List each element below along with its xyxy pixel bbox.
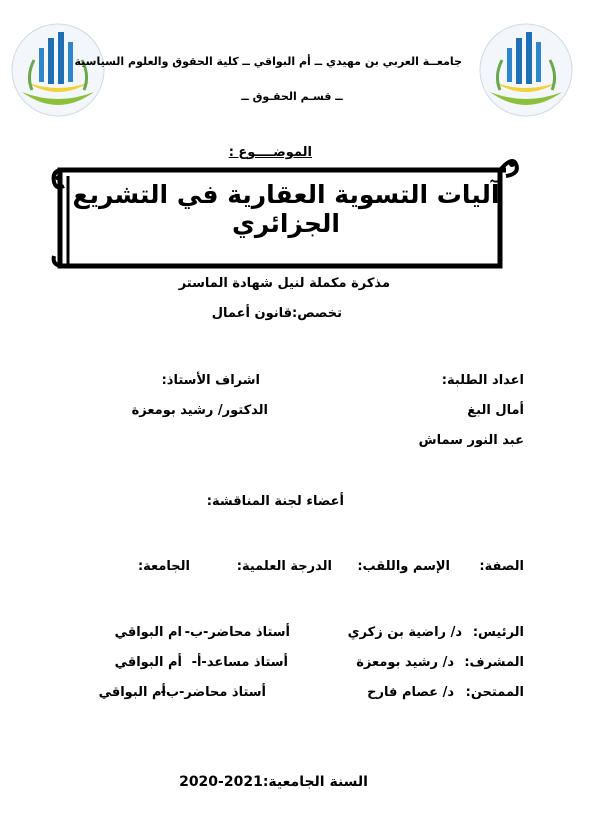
thesis-specialty: تخصص:قانون أعمال — [211, 306, 342, 321]
academic-year — [179, 774, 368, 790]
committee-header-role: الصفة: — [479, 559, 524, 574]
academic-year-value: 2020-2021 — [179, 774, 263, 790]
university-emblem-icon — [12, 24, 104, 116]
committee-role: الممتحن: — [465, 685, 524, 700]
committee-member-rank: أستاذ مساعد-أ- — [191, 655, 288, 670]
committee-member-university: أم البواقي — [114, 655, 182, 670]
committee-member-name: د/ راضية بن زكري — [347, 625, 462, 640]
subject-label: الموضــــوع : — [228, 145, 312, 160]
academic-year-label: السنة الجامعية: — [262, 774, 368, 790]
thesis-purpose: مذكرة مكملة لنيل شهادة الماستر — [178, 276, 390, 291]
thesis-title: آليات التسوية العقارية في التشريع الجزائري — [72, 180, 500, 238]
university-emblem-icon — [480, 24, 572, 116]
university-line: جامعــة العربي بن مهيدي ــ أم البواقي ــ كلية الحقوق والعلوم السياسية — [74, 55, 462, 68]
committee-role: المشرف: — [464, 655, 524, 670]
committee-header-name: الإسم واللقب: — [357, 559, 450, 574]
committee-member-rank: أستاذ محاضر-ب- — [160, 685, 266, 700]
committee-member-name: د/ عصام فارح — [367, 685, 454, 700]
supervisor-label: اشراف الأستاذ: — [161, 373, 260, 388]
supervisor-name: الدكتور/ رشيد بومعزة — [131, 403, 268, 418]
university-logo-right — [476, 20, 576, 120]
committee-member-university: ام البواقي — [114, 625, 182, 640]
student-name: عبد النور سماش — [418, 433, 524, 448]
committee-member-rank: أستاذ محاضر-ب- — [184, 625, 290, 640]
department-line: ــ قسـم الحقـوق ــ — [241, 90, 343, 103]
committee-header-university: الجامعة: — [137, 559, 190, 574]
university-logo-left — [8, 20, 108, 120]
committee-member-university: أم البواقي — [98, 685, 166, 700]
committee-header-rank: الدرجة العلمية: — [236, 559, 332, 574]
committee-role: الرئيس: — [472, 625, 524, 640]
committee-label: أعضاء لجنة المناقشة: — [206, 494, 344, 509]
committee-member-name: د/ رشيد بومعزة — [356, 655, 454, 670]
students-label: اعداد الطلبة: — [441, 373, 524, 388]
student-name: أمال البغ — [467, 403, 524, 418]
